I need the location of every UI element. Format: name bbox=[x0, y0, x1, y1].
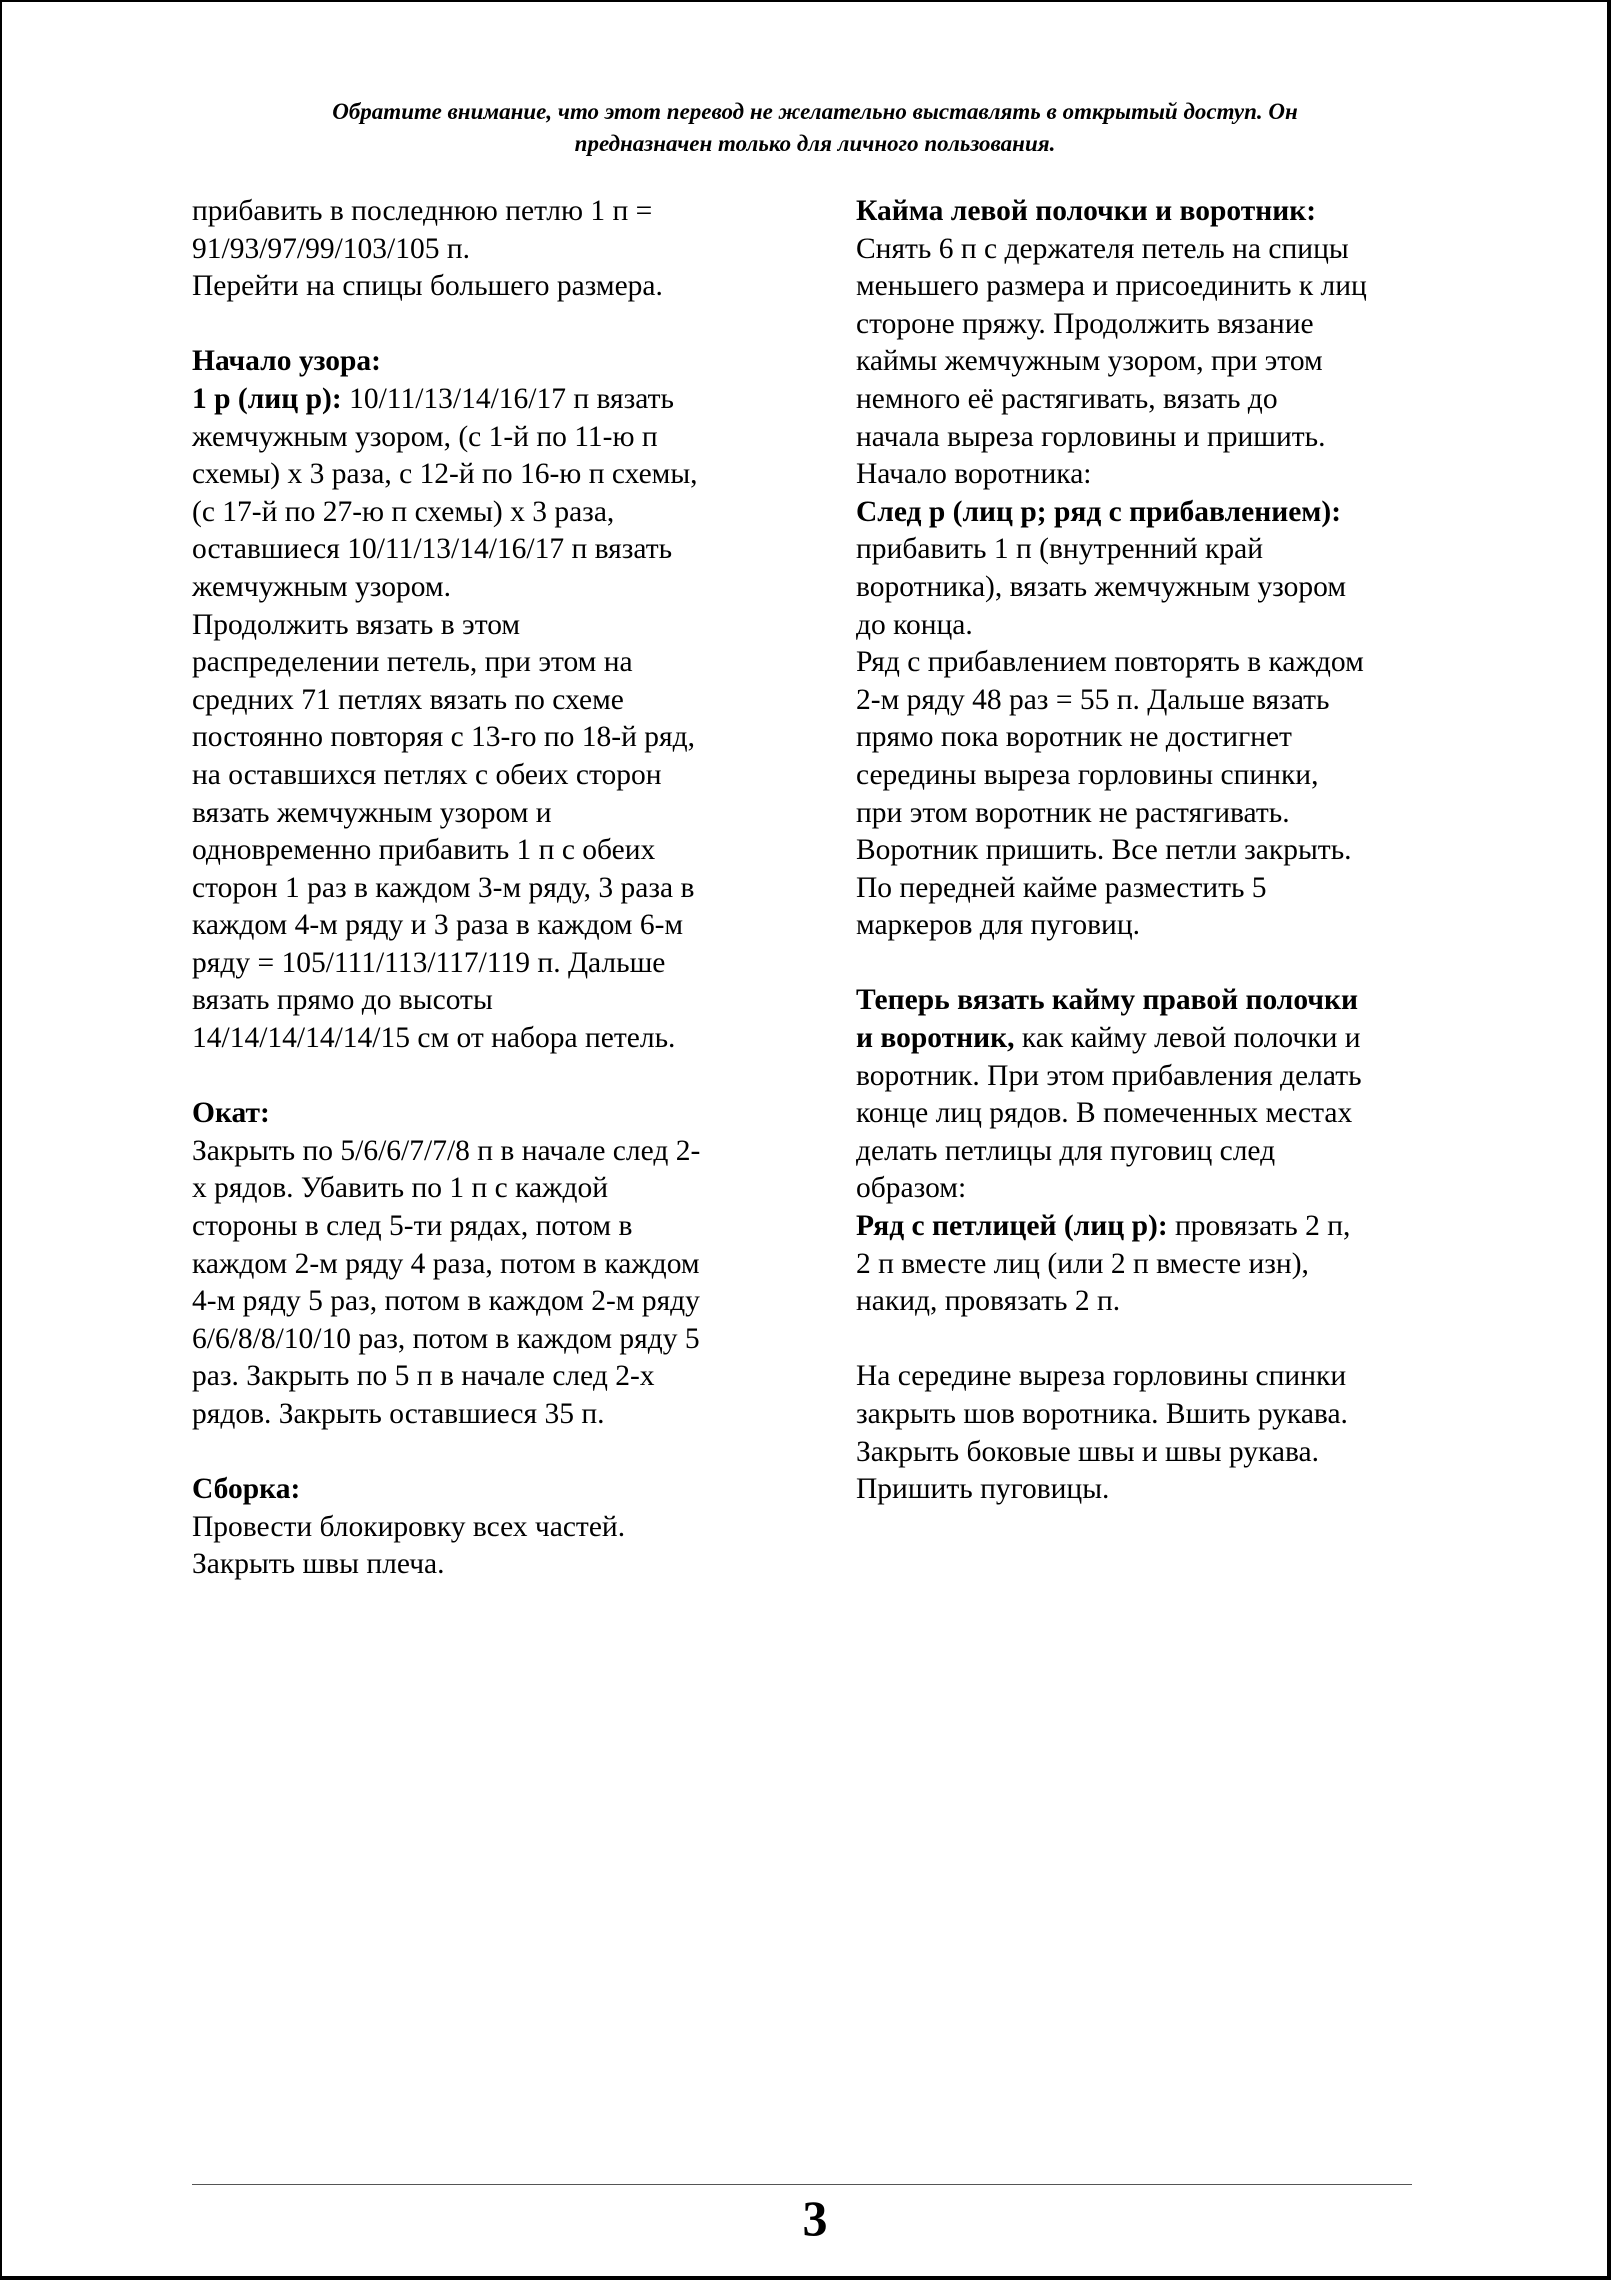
text-line: 4-м ряду 5 раз, потом в каждом 2-м ряду bbox=[192, 1285, 700, 1318]
text-line: По передней кайме разместить 5 bbox=[856, 871, 1267, 904]
section-heading-cap: Окат: bbox=[192, 1097, 270, 1130]
text-line: Закрыть боковые швы и швы рукава. bbox=[856, 1435, 1319, 1468]
section-heading-pattern-start: Начало узора: bbox=[192, 345, 381, 378]
text-line: на оставшихся петлях с обеих сторон bbox=[192, 758, 662, 791]
text-line: вязать жемчужным узором и bbox=[192, 796, 552, 829]
section-heading-right-band: Теперь вязать кайму правой полочки bbox=[856, 984, 1358, 1017]
text-line: каждом 2-м ряду 4 раза, потом в каждом bbox=[192, 1247, 700, 1280]
text-line: 2 п вместе лиц (или 2 п вместе изн), bbox=[856, 1247, 1309, 1280]
text-line: сторон 1 раз в каждом 3-м ряду, 3 раза в bbox=[192, 871, 695, 904]
text-line: х рядов. Убавить по 1 п с каждой bbox=[192, 1172, 609, 1205]
translation-notice bbox=[150, 96, 1480, 160]
text-line: каждом 4-м ряду и 3 раза в каждом 6-м bbox=[192, 909, 684, 942]
text-line: Закрыть по 5/6/6/7/7/8 п в начале след 2- bbox=[192, 1134, 701, 1167]
text-line: Провести блокировку всех частей. bbox=[192, 1510, 626, 1543]
text-line: Воротник пришить. Все петли закрыть. bbox=[856, 834, 1352, 867]
text-line: ряду = 105/111/113/117/119 п. Дальше bbox=[192, 946, 666, 979]
text-line: вязать прямо до высоты bbox=[192, 984, 493, 1017]
notice-line-2: предназначен только для личного пользования. bbox=[574, 131, 1056, 156]
text-line: Пришить пуговицы. bbox=[856, 1473, 1110, 1506]
section-heading-left-band: Кайма левой полочки и воротник: bbox=[856, 195, 1317, 227]
text-line: маркеров для пуговиц. bbox=[856, 909, 1141, 942]
text-line: воротник. При этом прибавления делать bbox=[856, 1059, 1362, 1092]
right-band-heading-line-2: и воротник, как кайму левой полочки и bbox=[856, 1022, 1361, 1055]
text-line: схемы) х 3 раза, с 12-й по 16-ю п схемы, bbox=[192, 458, 698, 491]
text-line: прибавить 1 п (внутренний край bbox=[856, 533, 1264, 566]
text-line: стороне пряжу. Продолжить вязание bbox=[856, 307, 1314, 340]
text-line: меньшего размера и присоединить к лиц bbox=[856, 270, 1367, 303]
text-line: до конца. bbox=[856, 608, 973, 641]
text-line: средних 71 петлях вязать по схеме bbox=[192, 683, 624, 716]
text-line: середины выреза горловины спинки, bbox=[856, 758, 1319, 791]
buttonhole-row-instruction: Ряд с петлицей (лиц р): провязать 2 п, bbox=[856, 1210, 1351, 1243]
text-line: Продолжить вязать в этом bbox=[192, 608, 521, 641]
text-line: раз. Закрыть по 5 п в начале след 2-х bbox=[192, 1360, 655, 1393]
section-heading-assembly: Сборка: bbox=[192, 1473, 301, 1506]
text-line: рядов. Закрыть оставшиеся 35 п. bbox=[192, 1398, 605, 1430]
page-number: 3 bbox=[802, 2190, 828, 2246]
left-column bbox=[192, 193, 792, 1584]
text-line: делать петлицы для пуговиц след bbox=[856, 1134, 1276, 1167]
text-line: жемчужным узором, (с 1-й по 11-ю п bbox=[192, 420, 658, 453]
row-label: Ряд с петлицей (лиц р): bbox=[856, 1210, 1168, 1243]
text-line: немного её растягивать, вязать до bbox=[856, 382, 1278, 415]
text-line: (с 17-й по 27-ю п схемы) х 3 раза, bbox=[192, 495, 615, 528]
text-line: при этом воротник не растягивать. bbox=[856, 796, 1290, 829]
notice-line-1: Обратите внимание, что этот перевод не желательно выставлять в открытый доступ. Он bbox=[332, 99, 1298, 124]
text-line: 6/6/8/8/10/10 раз, потом в каждом ряду 5 bbox=[192, 1322, 700, 1355]
next-row-label: След р (лиц р; ряд с прибавлением): bbox=[856, 495, 1342, 528]
text-line: каймы жемчужным узором, при этом bbox=[856, 345, 1323, 378]
row-1-instruction: 1 р (лиц р): 10/11/13/14/16/17 п вязать bbox=[192, 382, 674, 415]
text-line: стороны в след 5-ти рядах, потом в bbox=[192, 1210, 633, 1243]
text-line: На середине выреза горловины спинки bbox=[856, 1360, 1347, 1393]
text-line: оставшиеся 10/11/13/14/16/17 п вязать bbox=[192, 533, 673, 566]
text-line: накид, провязать 2 п. bbox=[856, 1285, 1121, 1318]
text-line: Перейти на спицы большего размера. bbox=[192, 270, 663, 303]
text-line: жемчужным узором. bbox=[192, 570, 451, 603]
right-column bbox=[856, 193, 1496, 1509]
text-line: Ряд с прибавлением повторять в каждом bbox=[856, 646, 1364, 679]
text-line: Снять 6 п с держателя петель на спицы bbox=[856, 232, 1349, 265]
text-line: 91/93/97/99/103/105 п. bbox=[192, 232, 471, 265]
text-line: начала выреза горловины и пришить. bbox=[856, 420, 1326, 453]
text-line: одновременно прибавить 1 п с обеих bbox=[192, 834, 656, 867]
text-line: прибавить в последнюю петлю 1 п = bbox=[192, 195, 653, 227]
text-line: 14/14/14/14/14/15 см от набора петель. bbox=[192, 1022, 676, 1055]
text-line: образом: bbox=[856, 1172, 967, 1205]
text-line: Закрыть швы плеча. bbox=[192, 1548, 445, 1581]
text-line: Начало воротника: bbox=[856, 458, 1092, 491]
text-line: прямо пока воротник не достигнет bbox=[856, 721, 1292, 754]
text-line: закрыть шов воротника. Вшить рукава. bbox=[856, 1398, 1348, 1430]
row-label: 1 р (лиц р): bbox=[192, 382, 342, 415]
text-line: постоянно повторяя с 13-го по 18-й ряд, bbox=[192, 721, 695, 754]
text-line: распределении петель, при этом на bbox=[192, 646, 633, 679]
text-line: воротника), вязать жемчужным узором bbox=[856, 570, 1346, 603]
text-line: 2-м ряду 48 раз = 55 п. Дальше вязать bbox=[856, 683, 1330, 716]
text-line: конце лиц рядов. В помеченных местах bbox=[856, 1097, 1353, 1130]
